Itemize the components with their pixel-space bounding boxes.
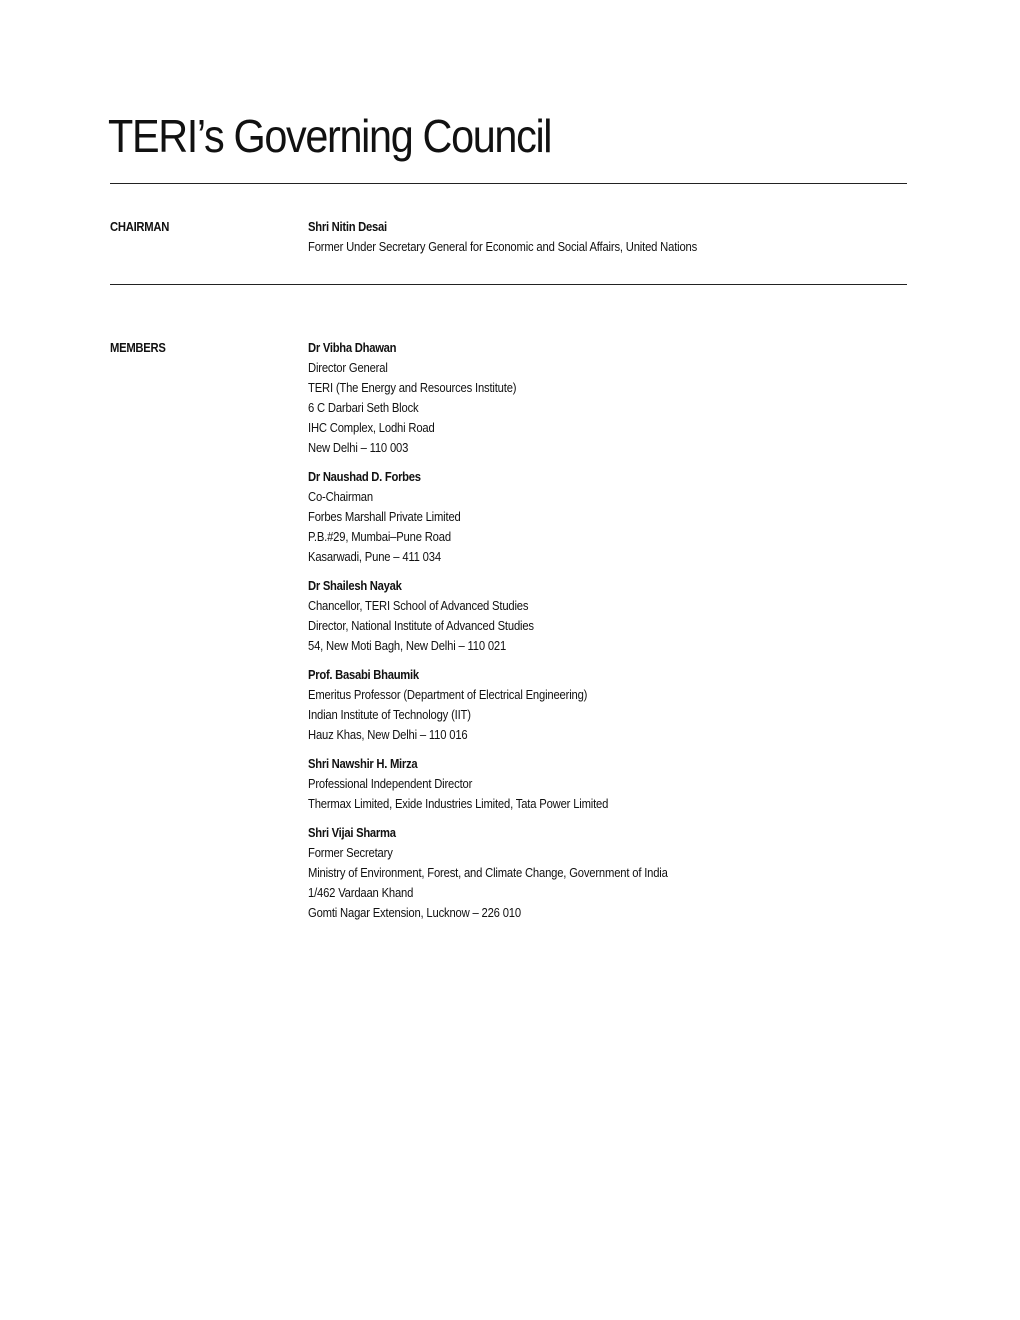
- member-name: Shri Vijai Sharma: [308, 826, 396, 840]
- chairman-person: [308, 217, 908, 257]
- members-label: MEMBERS: [110, 341, 166, 355]
- member-name: Dr Shailesh Nayak: [308, 579, 402, 593]
- member-detail-line: IHC Complex, Lodhi Road: [308, 421, 435, 435]
- member-detail-line: 1/462 Vardaan Khand: [308, 886, 414, 900]
- member-entry: [308, 576, 908, 656]
- member-detail-line: Director, National Institute of Advanced Studies: [308, 619, 534, 633]
- member-name: Dr Vibha Dhawan: [308, 341, 397, 355]
- member-detail-line: Ministry of Environment, Forest, and Climate Change, Government of India: [308, 866, 668, 880]
- member-detail-line: Indian Institute of Technology (IIT): [308, 708, 471, 722]
- member-detail-line: Emeritus Professor (Department of Electrical Engineering): [308, 688, 588, 702]
- member-detail-line: Gomti Nagar Extension, Lucknow – 226 010: [308, 906, 521, 920]
- member-entry: [308, 467, 908, 567]
- member-detail-line: 54, New Moti Bagh, New Delhi – 110 021: [308, 639, 507, 653]
- chairman-entry: [308, 217, 908, 266]
- member-detail-line: Forbes Marshall Private Limited: [308, 510, 461, 524]
- page-title: TERI’s Governing Council: [108, 110, 552, 162]
- member-detail-line: P.B.#29, Mumbai–Pune Road: [308, 530, 451, 544]
- member-detail-line: 6 C Darbari Seth Block: [308, 401, 419, 415]
- member-entry: [308, 665, 908, 745]
- member-detail-line: Hauz Khas, New Delhi – 110 016: [308, 728, 468, 742]
- member-detail-line: Professional Independent Director: [308, 777, 473, 791]
- chairman-affiliation: Former Under Secretary General for Economic and Social Affairs, United Nations: [308, 240, 698, 254]
- chairman-name: Shri Nitin Desai: [308, 220, 387, 234]
- member-detail-line: Kasarwadi, Pune – 411 034: [308, 550, 441, 564]
- member-name: Prof. Basabi Bhaumik: [308, 668, 419, 682]
- member-detail-line: New Delhi – 110 003: [308, 441, 409, 455]
- member-name: Dr Naushad D. Forbes: [308, 470, 421, 484]
- member-detail-line: Former Secretary: [308, 846, 393, 860]
- divider-middle: [110, 284, 907, 285]
- chairman-label: CHAIRMAN: [110, 220, 170, 234]
- member-entry: [308, 754, 908, 814]
- member-name: Shri Nawshir H. Mirza: [308, 757, 418, 771]
- member-entry: [308, 338, 908, 458]
- member-detail-line: TERI (The Energy and Resources Institute): [308, 381, 517, 395]
- member-detail-line: Co-Chairman: [308, 490, 373, 504]
- member-detail-line: Director General: [308, 361, 388, 375]
- divider-top: [110, 183, 907, 184]
- member-detail-line: Thermax Limited, Exide Industries Limited, Tata Power Limited: [308, 797, 609, 811]
- member-detail-line: Chancellor, TERI School of Advanced Studies: [308, 599, 529, 613]
- members-list: [308, 338, 908, 932]
- member-entry: [308, 823, 908, 923]
